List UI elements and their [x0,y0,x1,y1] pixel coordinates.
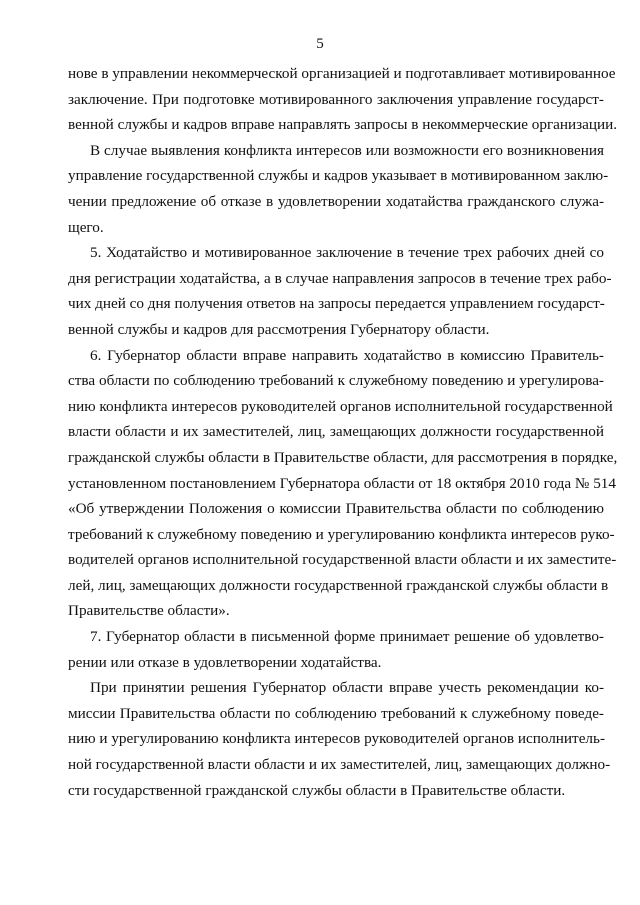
text-line: Правительстве области». [68,602,230,620]
text-line: лей, лиц, замещающих должности государственной гражданской службы области в [68,576,609,594]
text-line: чих дней со дня получения ответов на запросы передается управлением государст- [68,295,605,313]
text-line: заключение. При подготовке мотивированного заключения управление государст- [68,90,604,108]
text-line: гражданской службы области в Правительстве области, для рассмотрения в порядке, [68,448,618,466]
paragraph-conflict-of-interest [68,138,609,240]
text-line: власти области и их заместителей, лиц, замещающих должности государственной [68,423,604,441]
text-line: 5. Ходатайство и мотивированное заключение в течение трех рабочих дней со [90,244,604,262]
document-body [68,61,618,803]
paragraph-item-6 [68,343,618,625]
page-number: 5 [316,36,324,52]
paragraph-item-7 [68,624,604,675]
text-line: нию конфликта интересов руководителей органов исполнительной государственной [68,397,613,415]
text-line: щего. [68,218,104,236]
text-line: 6. Губернатор области вправе направить ходатайство в комиссию Правитель- [90,346,604,364]
text-line: венной службы и кадров вправе направлять запросы в некоммерческие организации. [68,116,618,134]
text-line: При принятии решения Губернатор области вправе учесть рекомендации ко- [90,679,604,697]
text-line: В случае выявления конфликта интересов или возможности его возникновения [90,141,604,159]
paragraph-decision-recommendations [68,675,611,803]
text-line: водителей органов исполнительной государственной власти области и их заместите- [68,551,617,569]
paragraph-item-5 [68,240,612,342]
text-line: 7. Губернатор области в письменной форме принимает решение об удовлетво- [90,628,604,646]
text-line: требований к служебному поведению и урегулированию конфликта интересов руко- [68,525,615,543]
text-line: нию и урегулированию конфликта интересов руководителей органов исполнитель- [68,730,605,748]
text-line: нове в управлении некоммерческой организацией и подготавливает мотивированное [68,65,616,82]
text-line: ства области по соблюдению требований к служебному поведению и урегулирова- [68,372,604,390]
text-line: миссии Правительства области по соблюдению требований к служебному поведе- [68,704,604,722]
text-line: установленном постановлением Губернатора области от 18 октября 2010 года № 514 [68,474,616,492]
text-line: сти государственной гражданской службы области в Правительстве области. [68,781,566,799]
text-line: чении предложение об отказе в удовлетворении ходатайства гражданского служа- [68,192,604,210]
text-line: «Об утверждении Положения о комиссии Правительства области по соблюдению [68,500,604,518]
text-line: венной службы и кадров для рассмотрения Губернатору области. [68,320,490,338]
paragraph-continuation [68,61,618,138]
text-line: рении или отказе в удовлетворении ходатайства. [68,653,382,671]
text-line: дня регистрации ходатайства, а в случае направления запросов в течение трех рабо- [68,269,612,287]
text-line: ной государственной власти области и их заместителей, лиц, замещающих должно- [68,756,611,774]
text-line: управление государственной службы и кадров указывает в мотивированном заклю- [68,167,609,185]
